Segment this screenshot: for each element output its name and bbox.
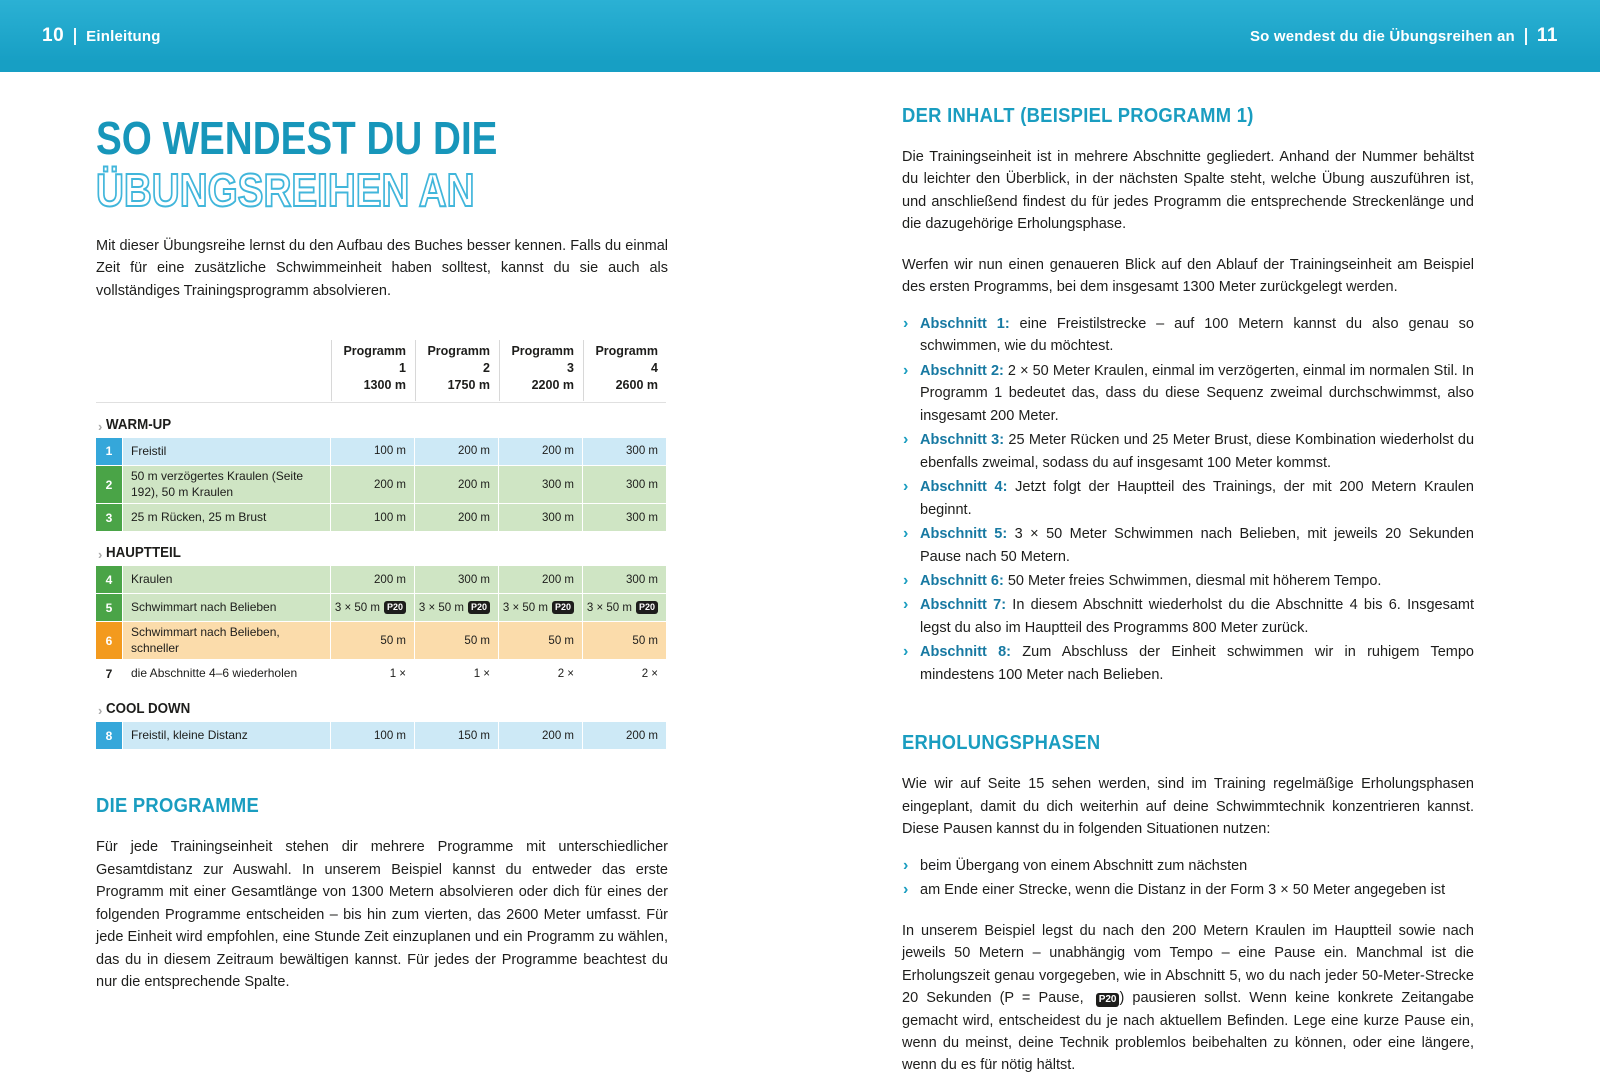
column-distance: 2600 m [615, 378, 658, 393]
abschnitt-label: Abschnitt 4: [920, 479, 1016, 496]
erholung-heading: ERHOLUNGSPHASEN [902, 732, 1101, 755]
abschnitt-text: Jetzt folgt der Hauptteil des Trainings, der mit 200 Metern Kraulen beginnt. [920, 479, 1475, 518]
row-value: 3 × 50 m P20 [415, 594, 498, 621]
abschnitt-item [902, 429, 1474, 474]
abschnitt-item [902, 594, 1474, 639]
row-exercise: Freistil [123, 438, 330, 465]
row-value: 300 m [583, 466, 666, 503]
page-header-bar [0, 0, 1600, 72]
section-chevron-icon: › [98, 703, 103, 719]
row-number: 3 [96, 504, 122, 531]
row-value: 300 m [583, 504, 666, 531]
abschnitt-text: 3 × 50 Meter Schwimmen nach Belieben, mit jeweils 20 Sekunden Pause nach 50 Metern. [920, 526, 1474, 565]
column-distance: 2200 m [531, 378, 574, 393]
section-chevron-icon: › [98, 547, 103, 563]
abschnitt-text: 25 Meter Rücken und 25 Meter Brust, diese Kombination wiederholst du ebenfalls zweimal, sodass du auf insgesamt 100 Meter kommst. [920, 432, 1475, 471]
final-text-after: ) pausieren sollst. Wenn keine konkrete Zeitangabe gemacht wird, entscheidest du je nach aktuellem Befinden. Lege eine kurze Pause ein, wenn du meinst, deine Technik problemlos beibehalten zu können, oder eine längere, wenn du es für nötig hältst. [902, 990, 1474, 1074]
row-value: 3 × 50 m P20 [331, 594, 414, 621]
header-left [42, 25, 161, 47]
row-value: 3 × 50 m P20 [499, 594, 582, 621]
training-program-table [96, 340, 663, 749]
erholung-bullet-text: am Ende einer Strecke, wenn die Distanz in der Form 3 × 50 Meter angegeben ist [920, 882, 1446, 899]
bullet-chevron-icon: › [903, 643, 909, 661]
erholung-paragraph-1: Wie wir auf Seite 15 sehen werden, sind im Training regelmäßige Erholungsphasen eingeplant, damit du dich weiterhin auf deine Schwimmtechnik konzentrieren kannst. Diese Pausen kannst du in folgenden Situationen nutzen: [902, 776, 1474, 838]
row-value: 200 m [331, 466, 414, 503]
row-number: 8 [96, 722, 122, 749]
row-value: 200 m [415, 466, 498, 503]
row-value: 100 m [331, 438, 414, 465]
row-value: 200 m [583, 722, 666, 749]
inhalt-heading: DER INHALT (BEISPIEL PROGRAMM 1) [902, 105, 1254, 127]
header-divider [1525, 28, 1527, 45]
row-value: 2 × [499, 660, 582, 687]
table-section-header [96, 404, 666, 437]
row-value: 100 m [331, 504, 414, 531]
row-value: 50 m [499, 622, 582, 659]
column-name: Programm 1 [343, 344, 406, 376]
section-label: WARM-UP [106, 416, 172, 433]
abschnitt-item [902, 570, 1474, 592]
pause-badge: P20 [384, 601, 406, 614]
bullet-chevron-icon: › [903, 881, 909, 899]
bullet-chevron-icon: › [903, 361, 909, 379]
abschnitt-label: Abschnitt 8: [920, 644, 1023, 661]
bullet-chevron-icon: › [903, 314, 909, 332]
row-value: 300 m [583, 566, 666, 593]
erholung-bullet-item [902, 855, 1474, 877]
abschnitt-label: Abschnitt 5: [920, 526, 1015, 543]
column-distance: 1300 m [363, 378, 406, 393]
row-value: 200 m [331, 566, 414, 593]
pause-badge: P20 [552, 601, 574, 614]
section-label: HAUPTTEIL [106, 545, 182, 562]
table-corner-spacer [96, 340, 330, 401]
table-header-rule [96, 402, 666, 403]
abschnitt-item [902, 476, 1474, 521]
bullet-chevron-icon: › [903, 525, 909, 543]
row-exercise: Schwimmart nach Belieben [123, 594, 330, 621]
row-value: 300 m [499, 466, 582, 503]
row-number: 7 [96, 660, 122, 687]
row-value: 100 m [331, 722, 414, 749]
final-text-before: In unserem Beispiel legst du nach den 200 Metern Kraulen im Hauptteil sowie nach jeweils 50 Metern – unabhängig vom Tempo – eine Pause ein. Manchmal ist die Erholungszeit genau vorgegeben, wie in Abschnitt 5, wo du nach jeder 50-Meter-Strecke 20 Sekunden (P = Pause, [902, 922, 1474, 1007]
table-section-header [96, 688, 666, 721]
abschnitt-text: In diesem Abschnitt wiederholst du die Abschnitte 4 bis 6. Insgesamt legst du also im Hauptteil des Programms 800 Meter zurück. [920, 597, 1474, 636]
bullet-chevron-icon: › [903, 571, 909, 589]
abschnitt-item [902, 523, 1474, 568]
table-column-header [499, 340, 582, 401]
abschnitt-label: Abschnitt 2: [920, 362, 1008, 379]
row-value: 3 × 50 m P20 [583, 594, 666, 621]
row-number: 2 [96, 466, 122, 503]
left-page-number: 10 [42, 25, 65, 46]
section-label: COOL DOWN [106, 701, 191, 718]
row-number: 6 [96, 622, 122, 659]
bullet-chevron-icon: › [903, 856, 909, 874]
row-exercise: 50 m verzögertes Kraulen (Seite 192), 50 m Kraulen [123, 466, 330, 503]
row-value: 50 m [583, 622, 666, 659]
row-number: 1 [96, 438, 122, 465]
intro-paragraph: Mit dieser Übungsreihe lernst du den Aufbau des Buches besser kennen. Falls du einmal Zeit für eine zusätzliche Schwimmeinheit haben solltest, kannst du sie auch als vollständiges Trainingsprogramm absolvieren. [96, 237, 668, 299]
abschnitt-text: 50 Meter freies Schwimmen, diesmal mit höherem Tempo. [1007, 572, 1382, 589]
abschnitt-item [902, 313, 1474, 358]
abschnitt-label: Abschnitt 1: [920, 315, 1020, 332]
page-title [96, 112, 668, 217]
column-name: Programm 3 [511, 344, 574, 376]
bullet-chevron-icon: › [903, 596, 909, 614]
abschnitt-text: eine Freistilstrecke – auf 100 Metern kannst du also genau so schwimmen, wie du möchtest. [920, 315, 1474, 355]
row-exercise: Freistil, kleine Distanz [123, 722, 330, 749]
abschnitt-text: 2 × 50 Meter Kraulen, einmal im verzögerten, einmal im normalen Stil. In Programm 1 bedeutet das, dass du diese Sequenz zweimal durchschwimmst, also insgesamt 200 Meter. [920, 362, 1474, 424]
column-name: Programm 2 [427, 344, 490, 376]
programme-heading: DIE PROGRAMME [96, 795, 260, 818]
abschnitt-item [902, 641, 1474, 686]
row-exercise: Kraulen [123, 566, 330, 593]
row-value: 50 m [415, 622, 498, 659]
row-value: 200 m [415, 504, 498, 531]
section-chevron-icon: › [98, 418, 103, 434]
erholung-bullet-list [902, 855, 1474, 902]
row-value: 150 m [415, 722, 498, 749]
row-number: 4 [96, 566, 122, 593]
bullet-chevron-icon: › [903, 478, 909, 496]
row-value: 1 × [415, 660, 498, 687]
row-value: 200 m [499, 722, 582, 749]
erholung-bullet-text: beim Übergang von einem Abschnitt zum nächsten [920, 857, 1248, 874]
abschnitt-text: Zum Abschluss der Einheit schwimmen wir in ruhigem Tempo mindestens 100 Meter nach Belieben. [920, 644, 1474, 683]
row-value: 300 m [499, 504, 582, 531]
left-page [96, 72, 668, 1077]
row-value: 50 m [331, 622, 414, 659]
inhalt-paragraph-1: Die Trainingseinheit ist in mehrere Abschnitte gegliedert. Anhand der Nummer behältst du leichter den Überblick, in der nächsten Spalte steht, welche Übung auszuführen ist, und anschließend findest du für jedes Programm die entsprechende Streckenlänge und die dazugehörige Erholungsphase. [902, 149, 1474, 233]
abschnitt-label: Abschnitt 6: [920, 572, 1008, 589]
abschnitt-label: Abschnitt 3: [920, 432, 1009, 449]
right-page-number: 11 [1536, 25, 1558, 46]
table-column-header [415, 340, 498, 401]
right-section-title: So wendest du die Übungsreihen an [1249, 27, 1515, 45]
abschnitt-list [902, 313, 1474, 687]
programme-paragraph: Für jede Trainingseinheit stehen dir mehrere Programme mit unterschiedlicher Gesamtdistanz zur Auswahl. In unserem Beispiel kannst du entweder das erste Programm mit einer Gesamtlänge von 1300 Metern absolvieren oder dich für eines der folgenden Programme entscheiden – bis hin zum vierten, das 2600 Meter umfasst. Für jede Einheit wird empfohlen, eine Stunde Zeit einzuplanen und ein Programm zu wählen, das du in diesem Zeitraum bewältigen kannst. Für jedes der Programme beachtest du nur die entsprechende Spalte. [96, 839, 668, 991]
row-value: 200 m [499, 438, 582, 465]
row-value: 200 m [499, 566, 582, 593]
abschnitt-label: Abschnitt 7: [920, 597, 1013, 614]
row-value: 200 m [415, 438, 498, 465]
bullet-chevron-icon: › [903, 431, 909, 449]
table-section-header [96, 532, 666, 565]
table-column-header [331, 340, 414, 401]
right-page [902, 72, 1474, 1077]
row-number: 5 [96, 594, 122, 621]
header-right [1250, 25, 1558, 47]
pause-badge: P20 [636, 601, 658, 614]
row-value: 300 m [583, 438, 666, 465]
row-exercise: 25 m Rücken, 25 m Brust [123, 504, 330, 531]
row-exercise: Schwimmart nach Belieben, schneller [123, 622, 330, 659]
page-body [0, 72, 1600, 1077]
header-divider [74, 28, 76, 45]
column-name: Programm 4 [595, 344, 658, 376]
pause-badge: P20 [468, 601, 490, 614]
page-title-line1: SO WENDEST DU DIE [96, 112, 498, 164]
left-section-title: Einleitung [86, 27, 161, 45]
row-exercise: die Abschnitte 4–6 wiederholen [123, 660, 330, 687]
row-value: 2 × [583, 660, 666, 687]
pause-badge: P20 [1096, 993, 1120, 1007]
erholung-final-paragraph [902, 920, 1474, 1077]
row-value: 1 × [331, 660, 414, 687]
table-column-header [583, 340, 666, 401]
row-value: 300 m [415, 566, 498, 593]
abschnitt-item [902, 360, 1474, 427]
erholung-bullet-item [902, 879, 1474, 901]
column-distance: 1750 m [447, 378, 490, 393]
page-title-line2: ÜBUNGSREIHEN AN [96, 164, 475, 217]
inhalt-paragraph-2: Werfen wir nun einen genaueren Blick auf den Ablauf der Trainingseinheit am Beispiel des ersten Programms, bei dem insgesamt 1300 Meter zurückgelegt werden. [902, 256, 1474, 296]
